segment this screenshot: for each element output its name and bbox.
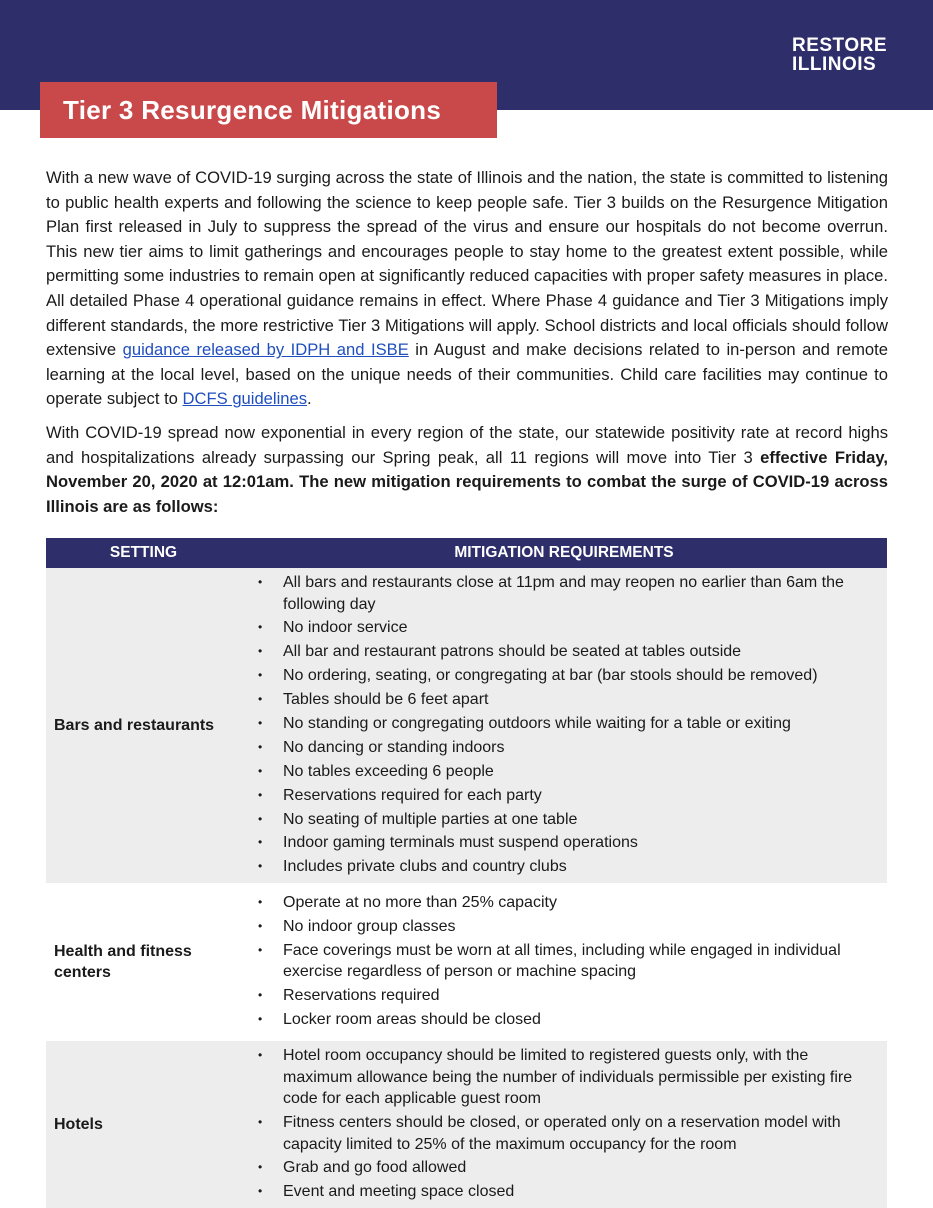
requirement-item: • Face coverings must be worn at all times, including while engaged in individual exercise regardless of person or machine spacing [241,940,877,983]
intro-p2-bold: effective Friday, November 20, 2020 at 12:01am. The new mitigation requirements to combat the surge of COVID-19 across Illinois are as follows: [46,447,888,516]
requirement-item: • Locker room areas should be closed [241,1009,877,1031]
intro-paragraph-1 [46,166,888,412]
requirement-item: • Includes private clubs and country clubs [241,856,877,878]
requirement-item: • Grab and go food allowed [241,1157,877,1179]
setting-cell: Health and fitness centers [54,943,192,982]
requirement-item: • Reservations required [241,985,877,1007]
setting-cell: Hotels [54,1116,103,1134]
requirements-list [241,888,887,1036]
requirement-item: • No indoor service [241,617,877,639]
requirement-item: • Indoor gaming terminals must suspend operations [241,832,877,854]
column-header-setting: SETTING [109,544,178,561]
requirement-item: • All bars and restaurants close at 11pm and may reopen no earlier than 6am the following day [241,572,877,615]
table-row [46,568,887,883]
dcfs-guidelines-link[interactable]: DCFS guidelines [182,389,308,409]
mitigation-table [46,538,887,1208]
requirement-item: • All bar and restaurant patrons should be seated at tables outside [241,641,877,663]
restore-illinois-logo [792,36,887,74]
page-title: Tier 3 Resurgence Mitigations [40,82,497,138]
table-row [46,883,887,1036]
requirement-item: • No seating of multiple parties at one table [241,809,877,831]
requirement-item: • Operate at no more than 25% capacity [241,892,877,914]
requirement-item: • No ordering, seating, or congregating at bar (bar stools should be removed) [241,665,877,687]
table-row [46,1036,887,1208]
intro-p1-text-3: . [307,389,312,409]
intro-p2-text: With COVID-19 spread now exponential in every region of the state, our statewide positivity rate at record highs and hospitalizations already surpassing our Spring peak, all 11 regions will move into Tier 3 [46,422,888,467]
requirement-item: • Fitness centers should be closed, or operated only on a reservation model with capacity limited to 25% of the maximum occupancy for the room [241,1112,877,1155]
table-header [46,538,887,568]
requirement-item: • No tables exceeding 6 people [241,761,877,783]
requirement-item: • Event and meeting space closed [241,1181,877,1203]
intro-paragraph-2 [46,421,888,519]
setting-cell: Bars and restaurants [54,717,215,735]
logo-line-2: ILLINOIS [791,54,877,75]
requirements-list [241,1041,887,1208]
requirement-item: • No indoor group classes [241,916,877,938]
column-header-requirements: MITIGATION REQUIREMENTS [454,544,674,561]
requirement-item: • No standing or congregating outdoors while waiting for a table or exiting [241,713,877,735]
intro-p1-text-2: in August and make decisions related to in-person and remote learning at the local level, based on the unique needs of their communities. Child care facilities may continue to operate subject to [46,340,888,409]
requirement-item: • Tables should be 6 feet apart [241,689,877,711]
requirement-item: • No dancing or standing indoors [241,737,877,759]
intro-text [46,166,888,519]
requirements-list [241,568,887,883]
requirement-item: • Hotel room occupancy should be limited to registered guests only, with the maximum allowance being the number of individuals permissible per existing fire code for each applicable guest room [241,1045,877,1110]
requirement-item: • Reservations required for each party [241,785,877,807]
intro-p1-text-1: With a new wave of COVID-19 surging across the state of Illinois and the nation, the state is committed to listening to public health experts and following the science to keep people safe. Tier 3 builds on the Resurgence Mitigation Plan first released in July to suppress the spread of the virus and ensure our hospitals do not become overrun. This new tier aims to limit gatherings and encourages people to stay home to the greatest extent possible, while permitting some industries to remain open at significantly reduced capacities with proper safety measures in place. All detailed Phase 4 operational guidance remains in effect. Where Phase 4 guidance and Tier 3 Mitigations imply different standards, the more restrictive Tier 3 Mitigations will apply. School districts and local officials should follow extensive [46,168,888,360]
logo-line-1: RESTORE [791,35,887,56]
idph-isbe-guidance-link[interactable]: guidance released by IDPH and ISBE [122,340,409,360]
